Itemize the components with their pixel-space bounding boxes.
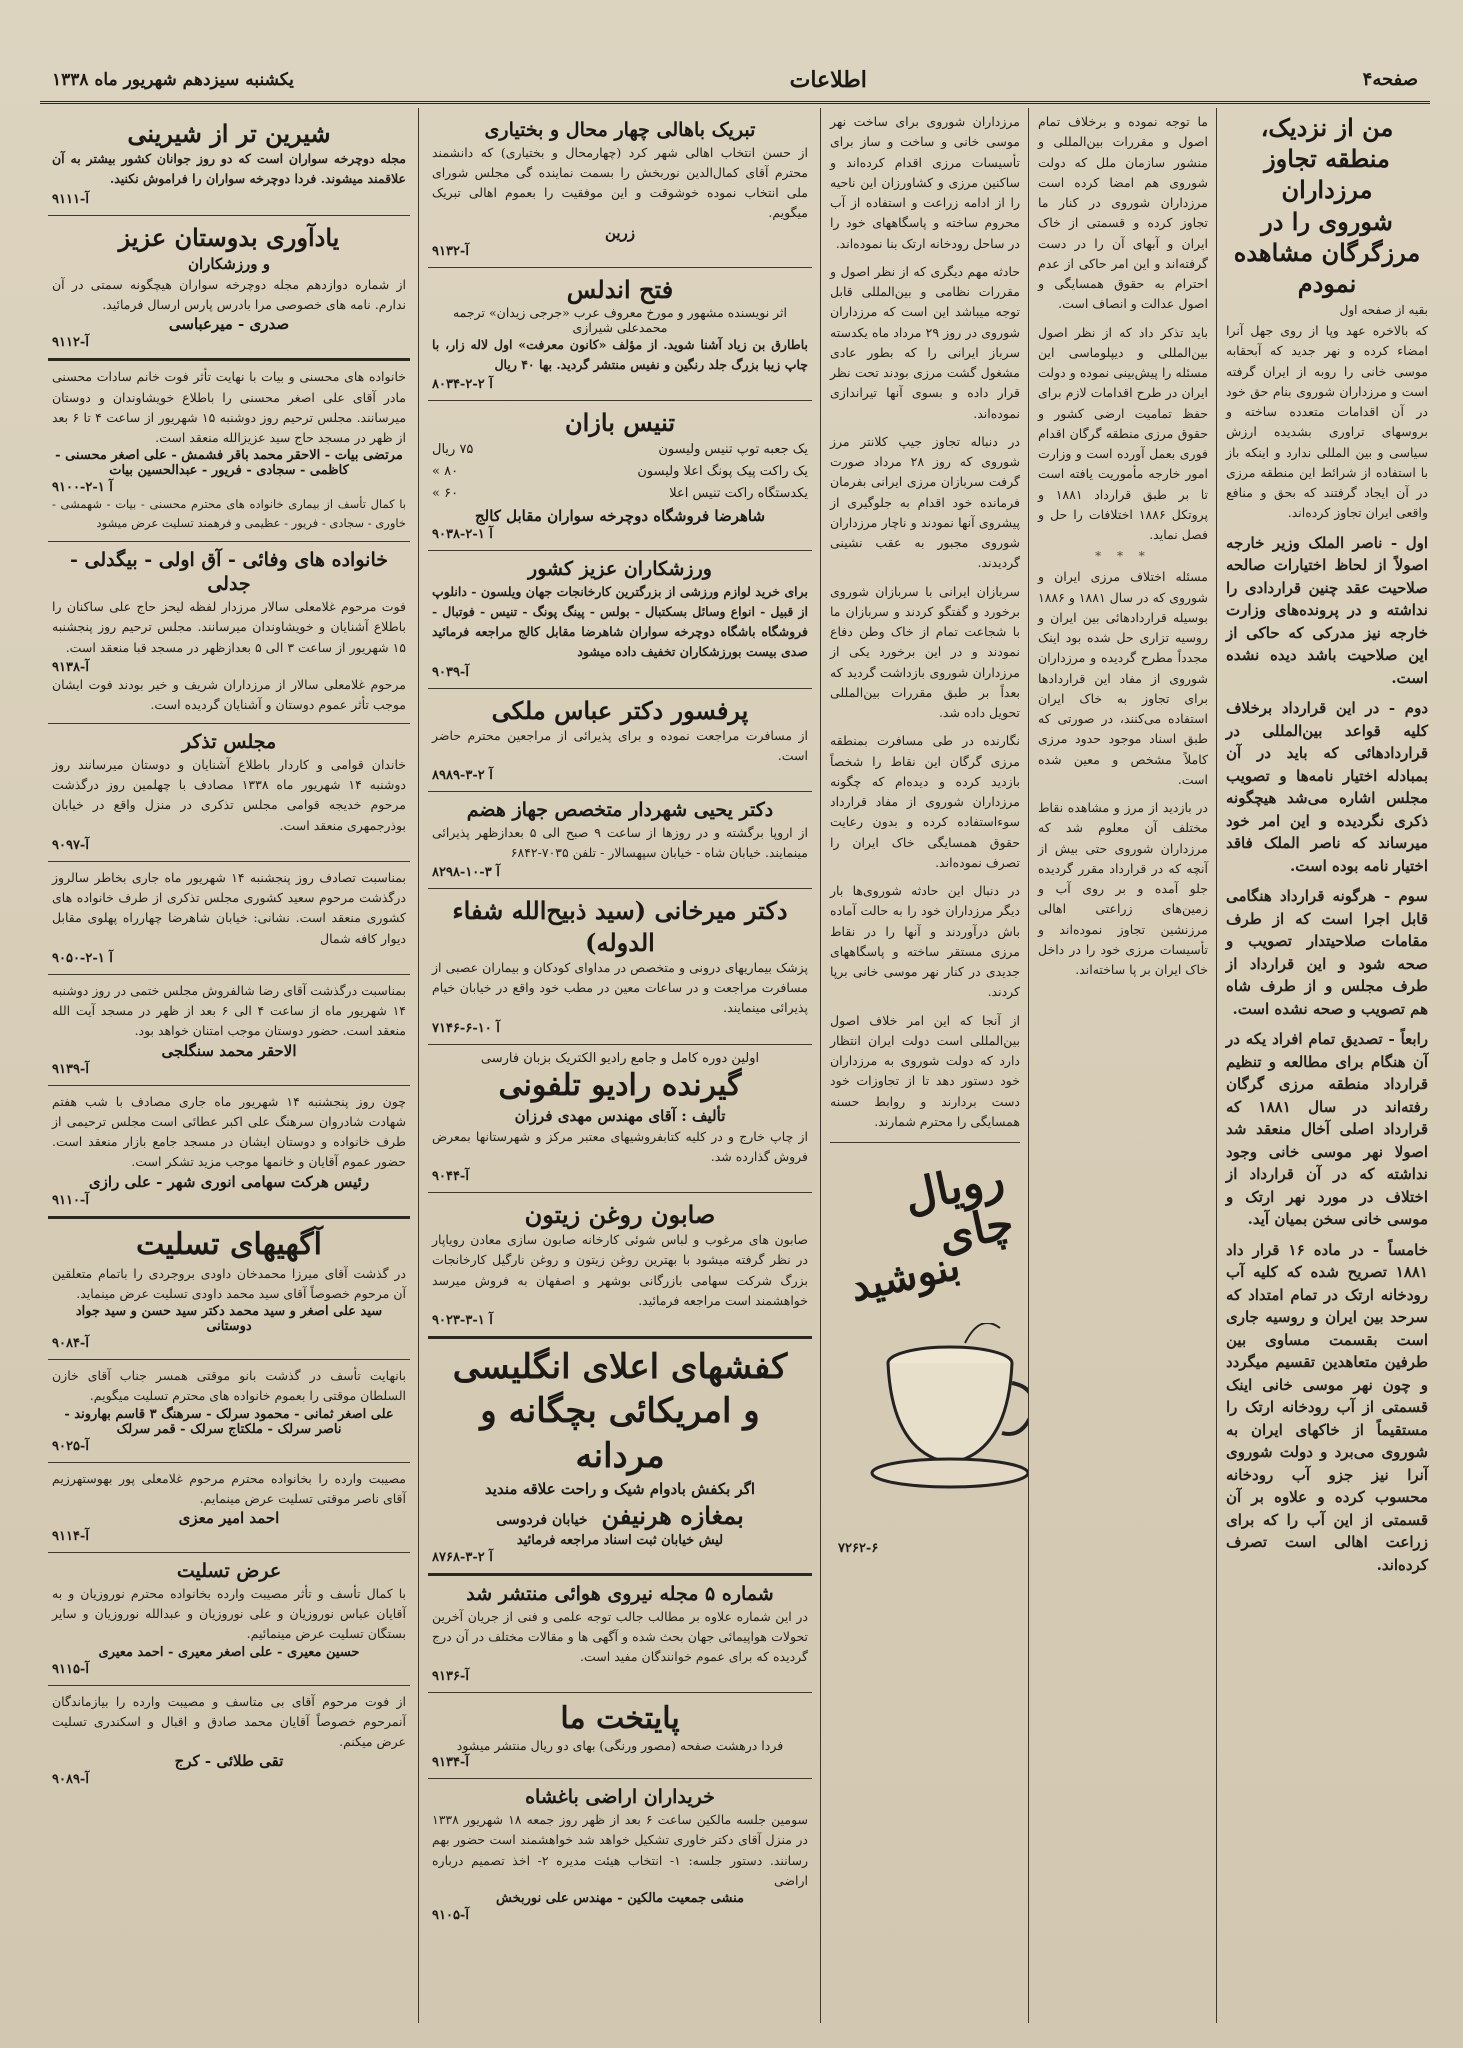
ad-body: خاندان قوامی و کاردار باطلاع آشنایان و دوستان میرسانند روز دوشنبه ۱۴ شهریور ماه ۱۳۳۸ مصادف با چهلمین روز درگذشت مرحوم خدیجه قوامی مجلس تذکری در منزل واقع در خیابان بوذرجمهری منعقد است. (52, 756, 407, 833)
ad-body: از مسافرت مراجعت نموده و برای پذیرائی از مراجعین محترم حاضر است. (432, 727, 808, 763)
article-column-2 (1030, 108, 1216, 2023)
continued-note: بقیه از صفحه اول (1339, 303, 1428, 318)
ad-signature: رئیس هرکت سهامی انوری شهر - علی رازی (88, 1172, 370, 1191)
ad-signature: شاهرضا فروشگاه دوچرخه سواران مقابل کالج (474, 506, 766, 525)
ad-body: اگر بکفش بادوام شیک و راحت علاقه مندید (484, 1479, 756, 1498)
ad-body: پزشک بیماریهای درونی و متخصص در مداوای کودکان و بیماران عصبی از مسافرت مراجعت و در ساعات معین در مطب خود واقع در خیابان خیام پذیرائی مینمایند. (432, 959, 808, 1016)
masthead (40, 58, 1430, 104)
headline-line-2: شوروی را در مرزگرگان مشاهده نمودم (1233, 206, 1421, 298)
price-row (432, 483, 808, 505)
ad-olive-soap (428, 1193, 812, 1339)
ad-reminder (48, 216, 410, 362)
ad-body: صابون های مرغوب و لباس شوئی کارخانه صابون سازی معادن رویاپار در نظر گرفته میشود با بهترین روغن زیتون و روغن نارگیل کارخانجات بزرگ شرکت سهامی بازرگانی بوشهر و اصفهان به فروش میرسد خواهشمند است مراجعه فرمائید. (432, 1232, 808, 1308)
column-divider (1216, 108, 1217, 2023)
ad-body: خانواده های محسنی و بیات با نهایت تأثر فوت خانم سادات محسنی مادر آقای علی اصغر محسنی را باطلاع خویشاوندان و دوستان میرسانند. مجلس ترحیم روز دوشنبه ۱۵ شهریور از ساعت ۴ تا ۶ بعد از ظهر در مسجد حاج سید عزیزالله منعقد است. (52, 369, 407, 446)
price-item: یک جعبه توپ تنیس ولیسون (658, 441, 808, 457)
ad-body: سومین جلسه مالکین ساعت ۶ بعد از ظهر روز جمعه ۱۸ شهریور ۱۳۳۸ در منزل آقای دکتر خاوری تشکیل خواهد شد خواهشمند است حضور بهم رسانند. دستور جلسه: ۱- انتخاب هیئت مدیره ۲- اخذ تصمیم درباره اراضی (432, 1812, 809, 1888)
price-item: یکدستگاه راکت تنیس اعلا (669, 485, 808, 501)
article-paragraph: سربازان ایرانی با سربازان شوروی برخورد و گفتگو کردند و سربازان ما با شجاعت تمام از خاک وطن دفاع نمودند و در این برخورد یکی از مرزداران شوروی بازداشت گردید که بعداً بر طبق مقررات بین‌المللی تحویل داده شد. (830, 583, 1020, 720)
ad-code: ۸۰۳۴-آ ۲-۲ (432, 377, 493, 393)
ad-condolence-mohseni (48, 361, 410, 541)
article-point: دوم - در این قرارداد برخلاف کلیه قواعد بین‌المللی در قراردادهائی که باید در آن بمبادله اختیار نامه‌ها و تصویب مجلس اشاره می‌شد هیچگونه ذکری نگردیده و این امر خود میرساند که ناصر الملک فاقد اختیار نامه بوده است. (1226, 699, 1428, 875)
notices-column (40, 108, 418, 2023)
ad-title: دکتر یحیی شهردار متخصص جهاز هضم (466, 799, 774, 822)
ad-title: پایتخت ما (560, 1701, 680, 1737)
ad-title: خانواده های وفائی - آق اولی - بیگدلی - جدلی (70, 548, 388, 596)
column-divider (418, 108, 419, 2023)
article-paragraph: ما توجه نموده و برخلاف تمام اصول و مقررات بین‌المللی و منشور سازمان ملل که دولت شوروی هم امضا کرده است مرزداران شوروی در کنار ما تجاوز کرده و قسمتی از خاک ایران و آبهای آن را در دست گرفته‌اند و این امر حاکی از عدم احترام به حقوق همسایگی و اصول عدالت و انصاف است. (1038, 114, 1208, 312)
ad-paytakht (428, 1693, 812, 1779)
ad-title: تبریک باهالی چهار محال و بختیاری (484, 119, 756, 141)
article-paragraph: حادثه مهم دیگری که از نظر اصول و مقررات نظامی و بین‌المللی قابل توجه میباشد این است که مرزداران شوروی در روز ۲۹ مرداد ماه یکدسته سرباز ایرانی را که بطور عادی مشغول گشت مرزی بودند تحت نظر قرار داده و بسوی آنها تیراندازی نموده‌اند. (830, 263, 1021, 421)
article-paragraph: از آنجا که این امر خلاف اصول بین‌المللی است دولت ایران انتظار دارد که دولت شوروی به مرزداران خود دستور دهد تا از تجاوزات خود دست بردارند و روابط حسنه همسایگی را محترم شمارند. (830, 1012, 1020, 1129)
ad-doctor-maleki (428, 689, 812, 793)
tea-brand-slogan: بنوشید (845, 1242, 964, 1311)
ad-memorial-keshvari (48, 862, 410, 975)
tea-brand-name: رویال چای (899, 1152, 1019, 1264)
ad-book (428, 268, 812, 402)
ad-air-force-magazine (428, 1576, 812, 1693)
ad-body: در گذشت آقای میرزا محمدخان داودی بروجردی را باتمام متعلقین آن مرحوم خصوصاً آقای سید محمد داودی تسلیت عرض مینماید. (52, 1265, 406, 1301)
ad-body: چون روز پنجشنبه ۱۴ شهریور ماه جاری مصادف با شب هفتم شهادت شادروان سرهنگ علی اکبر عطائی است مجلس ترحیمی از طرف خانواده و دوستان ایشان در مسجد جامع بازار منعقد است. حضور عموم آقایان و خانمها موجب مزید تشکر است. (52, 1093, 406, 1170)
article-column-main (1218, 108, 1436, 2023)
ad-shoes (428, 1339, 812, 1576)
ad-body-2: مرحوم غلامعلی سالار از مرزداران شریف و خیر بودند فوت ایشان موجب تأثر عموم دوستان و آشنایان گردیده است. (52, 676, 406, 712)
ad-sports (428, 551, 812, 689)
ad-memorial (48, 724, 410, 862)
ad-code: ۹۱۰۰-آ ۱-۲ (52, 480, 113, 496)
ad-code: ۹۰۹۷-آ (52, 837, 89, 853)
ad-signature: زرین (604, 223, 636, 242)
ad-code: ۹۰۳۹-آ (432, 664, 469, 680)
ad-body: از اروپا برگشته و در روزها از ساعت ۹ صبح الی ۵ بعدازظهر پذیرائی مینمایند. خیابان شاه - خیابان سپهسالار - تلفن ۷۰۳۵-۶۸۴۲ (432, 824, 809, 861)
ad-condolence-talaei (48, 1686, 410, 1796)
price-value: ۸۰ » (432, 463, 459, 479)
ad-condolence-moezzi (48, 1463, 410, 1554)
ad-tennis (428, 401, 812, 550)
ad-signature: صدری - میرعباسی (168, 315, 290, 334)
ad-body: باطارق بن زیاد آشنا شوید. از مؤلف «کانون معرفت» اول لاله زار، با چاپ زیبا بزرگ جلد رنگین و نفیس منتشر گردید. بها ۴۰ ریال (432, 336, 808, 373)
ad-code: ۹۱۱۵-آ (52, 1661, 89, 1677)
column-divider (1028, 108, 1029, 2023)
article-paragraph: در دنباله تجاوز جیپ کلانتر مرز شوروی که روز ۲۸ مرداد صورت گرفت سربازان مرزی ایرانی بفرمان فرمانده خود اقدام به جلوگیری از پیشروی آنها نمودند و ناچار مرزداران شوروی مجبور به عقب نشینی گردیدند. (830, 433, 1020, 571)
ad-code: ۹۱۱۰-آ (52, 1192, 89, 1208)
column-divider (820, 108, 821, 2023)
ad-title: دکتر میرخانی (سید ذبیح‌الله شفاء الدوله) (452, 896, 788, 957)
ad-body: از فوت مرحوم آقای بی متاسف و مصیبت وارده را بیازماندگان آنمرحوم خصوصاً آقایان محمد صادق و اقبال و اسکندری تسلیت عرض میکنم. (52, 1693, 406, 1750)
ad-title: پرفسور دکتر عباس ملکی (491, 695, 749, 725)
ad-code: ۹۱۰۵-آ (432, 1908, 469, 1924)
ad-condolence-movaghati (48, 1360, 410, 1463)
ad-subtitle: اثر نویسنده مشهور و مورخ معروف عرب «جرجی زیدان» ترجمه محمدعلی شیرازی (452, 304, 788, 335)
store-name: بمغازه هرنیفن (601, 1500, 744, 1530)
ad-memorial-ataei (48, 1086, 410, 1219)
ad-title: صابون روغن زیتون (524, 1200, 716, 1230)
price-value: ۶۰ » (432, 485, 459, 501)
ad-body: از حسن انتخاب اهالی شهر کرد (چهارمحال و بختیاری) که دانشمند محترم آقای کمال‌الدین نوربخش را بسمت نماینده گی مجلس شورای ملی انتخاب نموده خوشوقت و این موفقیت را بعموم اهالی تبریک میگویم. (432, 144, 808, 221)
ad-code: ۹۰۵۰-آ ۱-۲ (52, 950, 113, 966)
ad-title: یادآوری بدوستان عزیز (118, 222, 340, 252)
ad-code: ۹۰۲۳-آ ۱-۳ (432, 1313, 493, 1329)
ad-body: مجله دوچرخه سواران است که دو روز جوانان کشور بیشتر به آن علاقمند میشوند. فردا دوچرخه سواران را فراموش نکنید. (52, 151, 406, 187)
ad-cycling-magazine (48, 112, 410, 216)
price-item: یک راکت پیک پونگ اعلا ولیسون (637, 463, 808, 479)
ad-body: در این شماره علاوه بر مطالب جالب توجه علمی و فنی از جریان آخرین تحولات هواپیمائی جهان بحث شده و آگهی ها و مقالات مختلف در آن درج گردیده که برای عموم خوانندگان مفید است. (432, 1608, 808, 1665)
page-number: صفحه۴ (1362, 69, 1418, 90)
teacup-illustration (870, 1323, 1028, 1493)
ad-body: مصیبت وارده را بخانواده محترم مرحوم غلامعلی پور بهوستهرزیم آقای ناصر موقتی تسلیت عرض مینمایم. (52, 1470, 406, 1506)
ad-signatures: حسین معیری - علی اصغر معیری - احمد معیری (98, 1644, 360, 1660)
ad-body: بمناسبت تصادف روز پنجشنبه ۱۴ شهریور ماه جاری بخاطر سالروز درگذشت مرحوم سعید کشوری مجلس تذکری از طرف خانواده های کشوری منعقد است. نشانی: خیابان شاهرضا چهارراه پهلوی مقابل دیوار کافه شمال (52, 869, 406, 946)
section-separator: * * * (1095, 549, 1151, 564)
article-subheading: اول - ناصر الملک وزیر خارجه اصولاً از لحاظ اختیارات صالحه صلاحیت عقد چنین قراردادی را نداشته و در پرونده‌های وزارت خارجه نیز مدرکی که حاکی از این صلاحیت باشد دیده نشده است. (1226, 533, 1428, 687)
ad-family-notice (48, 542, 410, 725)
ad-signature: سید علی اصغر و سید محمد دکتر سید حسن و سید جواد دوستانی (75, 1304, 383, 1335)
ads-column-center (420, 108, 820, 2023)
price-row (432, 461, 808, 483)
ad-note: با کمال تأسف از بیماری خانواده های محترم محسنی - بیات - شهمشی - خاوری - سجادی - فریور - عظیمی و فرهمند تسلیت عرض میشود (52, 497, 406, 530)
issue-date: یکشنبه سیزدهم شهریور ماه ۱۳۳۸ (52, 69, 294, 90)
ad-doctor-shahrdar (428, 792, 812, 889)
article-point: سوم - هرگونه قرارداد هنگامی قابل اجرا است که از طرف مقامات صلاحیتدار تصویب و صحه شود و این قرارداد از طرف مجلس و از طرف شاه هم تصویب و صحه نشده است. (1226, 887, 1428, 1018)
ad-condolence-nowruzian (48, 1553, 410, 1685)
article-paragraph: باید تذکر داد که از نظر اصول بین‌المللی و دیپلوماسی این مسئله را پیش‌بینی نموده و دولت ایران در طرح اقدامات لازم برای حفظ تمامیت ارضی کشور و حقوق مرزی منطقه گرگان اقدام فوری بعمل آورده است و وزارت امور خارجه مأموریت یافته است تا بر طبق قرارداد ۱۸۸۱ و پروتکل ۱۸۸۶ اختلافات را حل و فصل نماید. (1038, 324, 1208, 542)
article-point: رابعاً - تصدیق تمام افراد یکه در آن هنگام برای مطالعه و تنظیم قرارداد منطقه مرزی گرگان رفته‌اند در سال ۱۸۸۱ که قرارداد اصلی آخال منعقد شد اصولا نهر موسی خانی وجود نداشته که در آن قرارداد از اختلاف در مورد نهر ارتک و موسی خانی سخن بمیان آید. (1226, 1030, 1429, 1229)
ad-title-line-2: و امریکائی بچگانه و مردانه (480, 1391, 760, 1476)
ad-body: فوت مرحوم غلامعلی سالار مرزدار لفظه لیحز حاج علی ساکنان را باطلاع آشنایان و خویشاوندان میرسانند. مجلس ترحیم روز پنجشنبه ۱۵ شهریور از ساعت ۳ الی ۵ بعدازظهر در مسجد قبا منعقد است. (52, 599, 406, 655)
ad-body: بمناسبت درگذشت آقای رضا شالفروش مجلس ختمی در روز دوشنبه ۱۴ شهریور ماه از ساعت ۴ الی ۶ بعد از ظهر در مسجد آیت الله منعقد است. حضور دوستان موجب امتنان خواهد بود. (52, 982, 406, 1039)
ad-condolences-section (48, 1219, 410, 1361)
article-paragraph: در دنبال این حادثه شوروی‌ها بار دیگر مرزداران خود را به حالت آماده باش درآوردند و آنها را در نقاط مرزی مستقر ساخته و پاسگاههای جدیدی در کنار نهر موسی خانی برپا کردند. (830, 883, 1020, 1000)
article-paragraph: مسئله اختلاف مرزی ایران و شوروی که در سال ۱۸۸۱ و ۱۸۸۶ بوسیله قراردادهائی بین ایران و روسیه تزاری حل شده بود اینک مجدداً مطرح گردیده و مرزداران شوروی از مفاد این قراردادها برای تجاوز به خاک ایران استفاده می‌کنند، در صورتی که طبق اسناد موجود حدود مرزی کاملاً مشخص و معین شده است. (1037, 569, 1208, 787)
ad-title: خریداران اراضی باغشاه (525, 1786, 715, 1809)
ad-body: برای خرید لوازم ورزشی از بزرگترین کارخانجات جهان ویلسون - دانلوپ از قبیل - انواع وسائل بسکتبال - بولس - پینگ پونگ - تنیس - فوتبال - فروشگاه باشگاه دوچرخه سواران شاهرضا مقابل کالج مراجعه فرمائید صدی بیست بورزشکاران تخفیف داده میشود (432, 583, 808, 660)
ad-code: ۹۱۱۴-آ (52, 1529, 89, 1545)
ad-signatures: مرتضی بیات - الاحقر محمد باقر فشمش - علی اصغر محسنی - کاظمی - سجادی - فریور - عبدالحسین بیات (55, 448, 403, 479)
ad-signature: احمد امیر معزی (178, 1509, 280, 1528)
ad-code: ۹۱۳۹-آ (52, 1061, 89, 1077)
headline-line-1: من از نزدیک، منطقه تجاوز مرزداران (1260, 113, 1394, 205)
ad-baghshah-owners (428, 1779, 812, 1931)
section-title: آگهیهای تسلیت (136, 1226, 322, 1262)
ad-body: بانهایت تأسف در گذشت بانو موقتی همسر جناب آقای خازن السلطان موقتی را بعموم خانواده های محترم تسلیت میگویم. (52, 1368, 406, 1404)
newspaper-name: اطلاعات (789, 66, 867, 93)
ad-code: ۷۲۶۲-۶ (838, 1541, 879, 1556)
ad-code: ۸۷۶۸-آ ۲-۳ (432, 1549, 493, 1565)
price-row (432, 439, 808, 461)
ad-signatures: علی اصغر ثمانی - محمود سرلک - سرهنگ ۳ قاسم بهاروند - ناصر سرلک - ملکتاج سرلک - قمر سرلک (64, 1406, 394, 1437)
ad-signature: منشی جمعیت مالکین - مهندس علی نوربخش (496, 1891, 744, 1907)
ad-title: فتح اندلس (566, 274, 674, 304)
ad-code: ۹۱۳۲-آ (432, 243, 469, 259)
store-street: خیابان فردوسی (496, 1511, 588, 1528)
ad-title: کفشهای اعلای انگلیسی (452, 1347, 788, 1388)
tea-advertisement (830, 1142, 1020, 1562)
ad-title: تنیس بازان (565, 408, 675, 438)
ad-title: مجلس تذکر (181, 731, 277, 754)
ad-subtitle: و ورزشکاران (187, 254, 271, 273)
ad-code: ۹۱۳۸-آ (52, 659, 89, 675)
ad-code: ۹۱۳۴-آ (432, 1755, 469, 1771)
ad-memorial-shalforoush (48, 975, 410, 1086)
ad-signature: تقی طلائی - کرج (174, 1752, 284, 1771)
ad-title: شماره ۵ مجله نیروی هوائی منتشر شد (466, 1582, 774, 1605)
price-value: ۷۵ ریال (432, 441, 474, 457)
ad-title: عرض تسلیت (176, 1560, 282, 1583)
article-paragraph: مرزداران شوروی برای ساخت نهر موسی خانی و ساخت و ساز برای تأسیسات مرزی اقدام کرده‌اند و ساکنین مرزی و کشاورزان این ناحیه را از ادامه زراعت و استفاده از آب محروم ساخته و پاسگاههای خود را در ساحل رودخانه ارتک بنا نموده‌اند. (830, 114, 1020, 251)
article-headline (1226, 112, 1428, 299)
ad-title: گیرنده رادیو تلفونی (498, 1067, 742, 1103)
ad-author: تألیف : آقای مهندس مهدی فرزان (514, 1106, 726, 1125)
ad-radio-book (428, 1045, 812, 1194)
ad-code: ۹۰۲۵-آ (52, 1438, 89, 1454)
article-paragraph: در بازدید از مرز و مشاهده نقاط مختلف آن معلوم شد که مرزداران شوروی حتی بیش از آنچه که در قرارداد مقرر گردیده جلو آمده و بر روی آب و زمین‌های زراعتی اهالی مرزنشین تجاوز نموده‌اند و تأسیسات مرزی خود را در داخل خاک ایران بر پا ساخته‌اند. (1038, 800, 1208, 977)
article-paragraph: که بالاخره عهد وپا از روی جهل آنرا امضاء کرده و نهر جدید که آبحقابه موسی خانی را روبه از ایران گرفته است و مرزداران شوروی بنام حق خود در آن اقدامات متعدده ساخته و بروسهای تراوری بشدیده ارزش سیاسی و بین المللی ندارد و اینکه باز با استفاده از شرائط این منطقه مرزی در آن ایجاد گرفتند که بحق و منافع واقعی ایران تجاوز کرده‌اند. (1226, 323, 1428, 521)
article-paragraph: نگارنده در طی مسافرت بمنطقه مرزی گرگان این نقاط را شخصاً بازدید کرده و دیده‌ام که چگونه مرزداران شوروی از مفاد قرارداد سوءاستفاده کرده و بدون رعایت حقوق همسایگی خاک ایران را تصرف نموده‌اند. (830, 733, 1020, 870)
ad-top-line: اولین دوره کامل و جامع رادیو الکتریک بزبان فارسی (480, 1050, 760, 1066)
ad-congratulation (428, 112, 812, 268)
ad-code: ۸۹۸۹-آ ۲-۳ (432, 768, 493, 784)
ad-body: با کمال تأسف و تأثر مصیبت وارده بخانواده محترم نوروزیان و به آقایان عباس نوروزیان و علی نوروزیان و عبدالله نوروزیان و سایر بستگان تسلیت عرض مینمائیم. (52, 1585, 406, 1642)
store-line (432, 1500, 808, 1531)
ad-signature: الاحقر محمد سنگلجی (161, 1041, 297, 1060)
ad-code: ۹۱۳۶-آ (432, 1669, 469, 1685)
article-point: خامساً - در ماده ۱۶ قرار داد ۱۸۸۱ تصریح شده که کلیه آب رودخانه ارتک در تمام امتداد که سرحد بین ایران و روسیه جاری است بقسمت مساوی بین طرفین متعاهدین تقسیم میگردد و چون نهر موسی خانی اینک قسمتی از آب رودخانه ارتک را مستقیماً از خاکهای ایران به شوروی می‌برد و دولت شوروی آنرا نیز جزو آب رودخانه محسوب کرده و علاوه بر آن قسمتی از این آب را که برای زراعت اهالی است تصرف کرده‌اند. (1226, 1240, 1428, 1574)
ad-title: شیرین تر از شیرینی (127, 119, 331, 148)
ad-body: فردا درهشت صفحه (مصور ورنگی) بهای دو ریال منتشر میشود (456, 1738, 784, 1754)
ad-code: ۷۱۴۶-آ ۱۰-۶ (432, 1020, 500, 1036)
ad-code: ۹۱۱۱-آ (52, 191, 89, 207)
ad-code: ۹۱۱۲-آ (52, 335, 89, 351)
ad-code: ۹۰۴۴-آ (432, 1169, 469, 1185)
ad-doctor-mirkhani (428, 889, 812, 1044)
ad-body: از شماره دوازدهم مجله دوچرخه سواران هیچگونه سمتی در آن ندارم. نامه های خصوصی مرا بادرس پارس ارسال فرمائید. (52, 276, 406, 313)
ad-code: ۸۲۹۸-آ ۳-۱۰ (432, 865, 500, 881)
article-column-3 (822, 108, 1028, 2023)
ad-title: ورزشکاران عزیز کشور (528, 557, 712, 580)
ad-note: لیش خیابان ثبت اسناد مراجعه فرمائید (516, 1532, 724, 1548)
ad-code: ۹۰۳۸-آ ۱-۲ (432, 526, 493, 542)
ad-code: ۹۰۸۹-آ (52, 1772, 89, 1788)
ad-code: ۹۰۸۴-آ (52, 1336, 89, 1352)
ad-body: از چاپ خارج و در کلیه کتابفروشیهای معتبر مرکز و شهرستانها بمعرض فروش گذارده شد. (432, 1128, 808, 1164)
